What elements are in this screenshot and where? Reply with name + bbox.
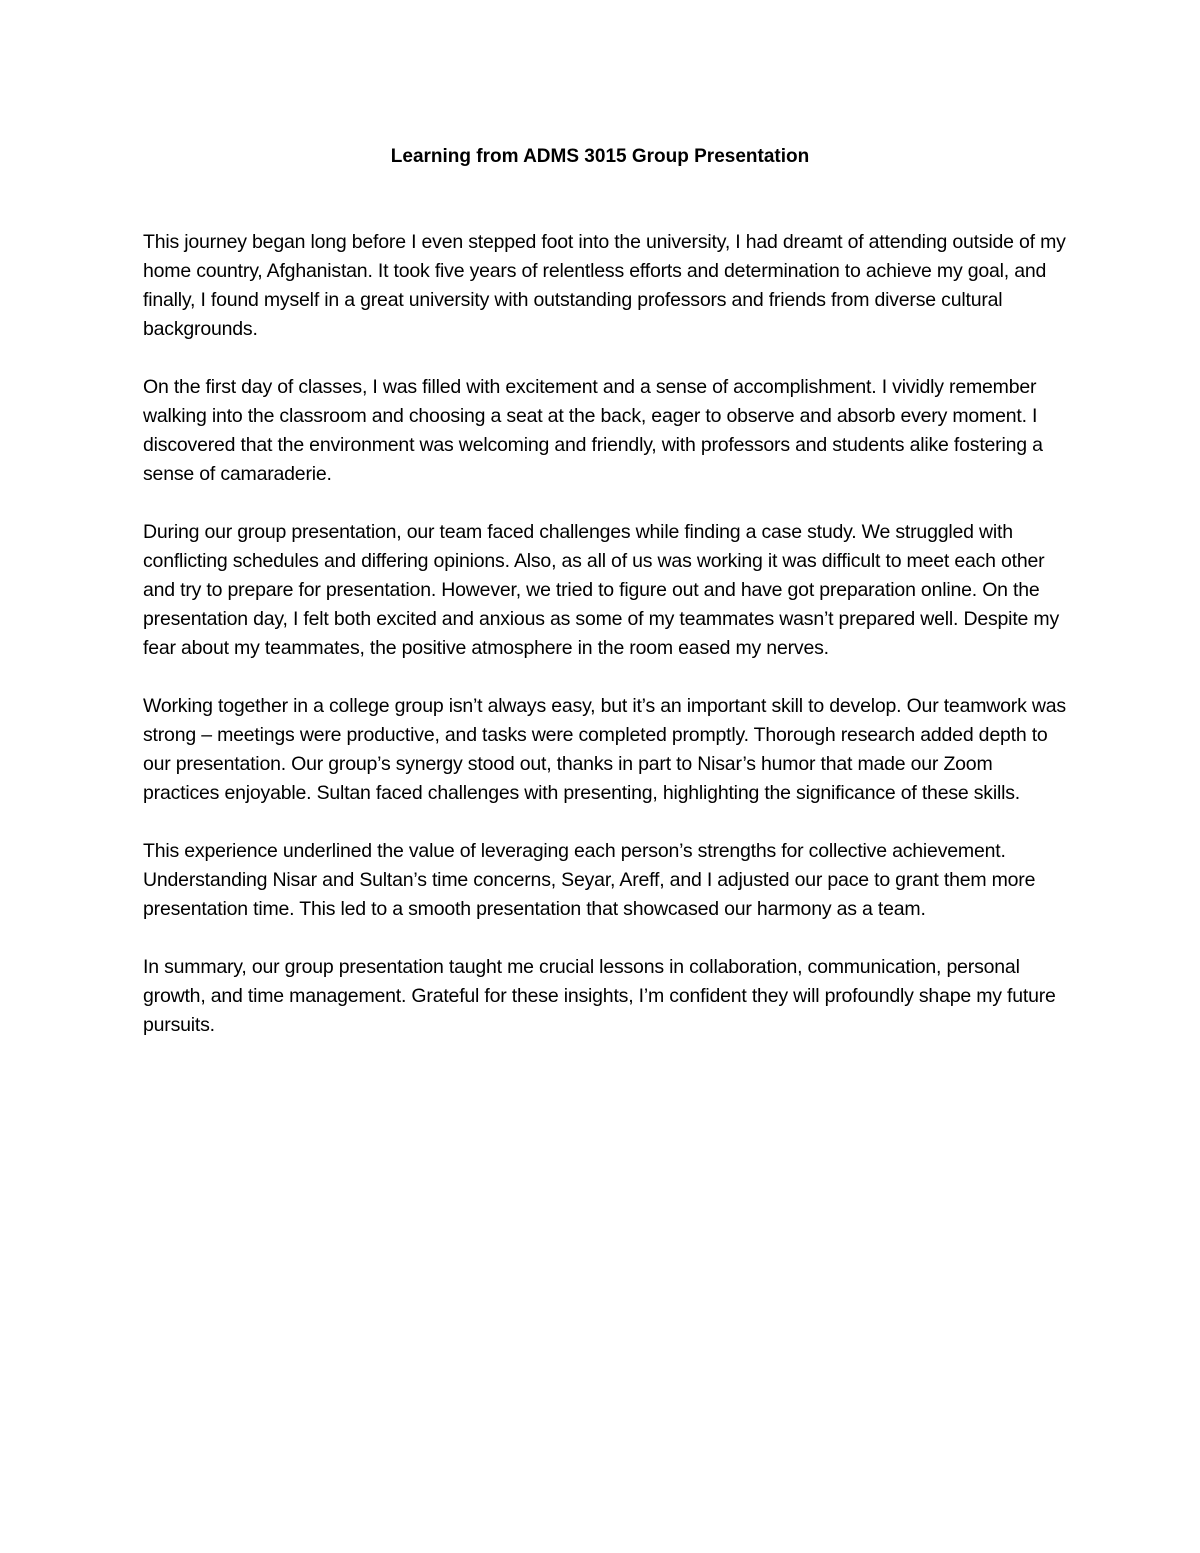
document-body [143, 228, 1073, 1069]
paragraph-journey: This journey began long before I even stepped foot into the university, I had dreamt of attending outside of my home country, Afghanistan. It took five years of relentless efforts and determination to achieve my goal, and finally, I found myself in a great university with outstanding professors and friends from diverse cultural backgrounds. [143, 231, 1066, 340]
document-title: Learning from ADMS 3015 Group Presentation [390, 146, 810, 167]
paragraph-group-presentation: During our group presentation, our team faced challenges while finding a case study. We struggled with conflicting schedules and differing opinions. Also, as all of us was working it was difficult to meet each other and try to prepare for presentation. However, we tried to figure out and have got preparation online. On the presentation day, I felt both excited and anxious as some of my teammates wasn’t prepared well. Despite my fear about my teammates, the positive atmosphere in the room eased my nerves. [143, 521, 1059, 659]
paragraph-summary: In summary, our group presentation taught me crucial lessons in collaboration, communication, personal growth, and time management. Grateful for these insights, I’m confident they will profoundly shape my future pursuits. [143, 956, 1056, 1036]
paragraph-experience: This experience underlined the value of leveraging each person’s strengths for collective achievement. Understanding Nisar and Sultan’s time concerns, Seyar, Areff, and I adjusted our pace to grant them more presentation time. This led to a smooth presentation that showcased our harmony as a team. [143, 840, 1036, 920]
paragraph-teamwork: Working together in a college group isn’t always easy, but it’s an important skill to develop. Our teamwork was strong – meetings were productive, and tasks were completed promptly. Thorough research added depth to our presentation. Our group’s synergy stood out, thanks in part to Nisar’s humor that made our Zoom practices enjoyable. Sultan faced challenges with presenting, highlighting the significance of these skills. [143, 695, 1066, 804]
paragraph-first-day: On the first day of classes, I was filled with excitement and a sense of accomplishment. I vividly remember walking into the classroom and choosing a seat at the back, eager to observe and absorb every moment. I discovered that the environment was welcoming and friendly, with professors and students alike fostering a sense of camaraderie. [143, 376, 1043, 485]
